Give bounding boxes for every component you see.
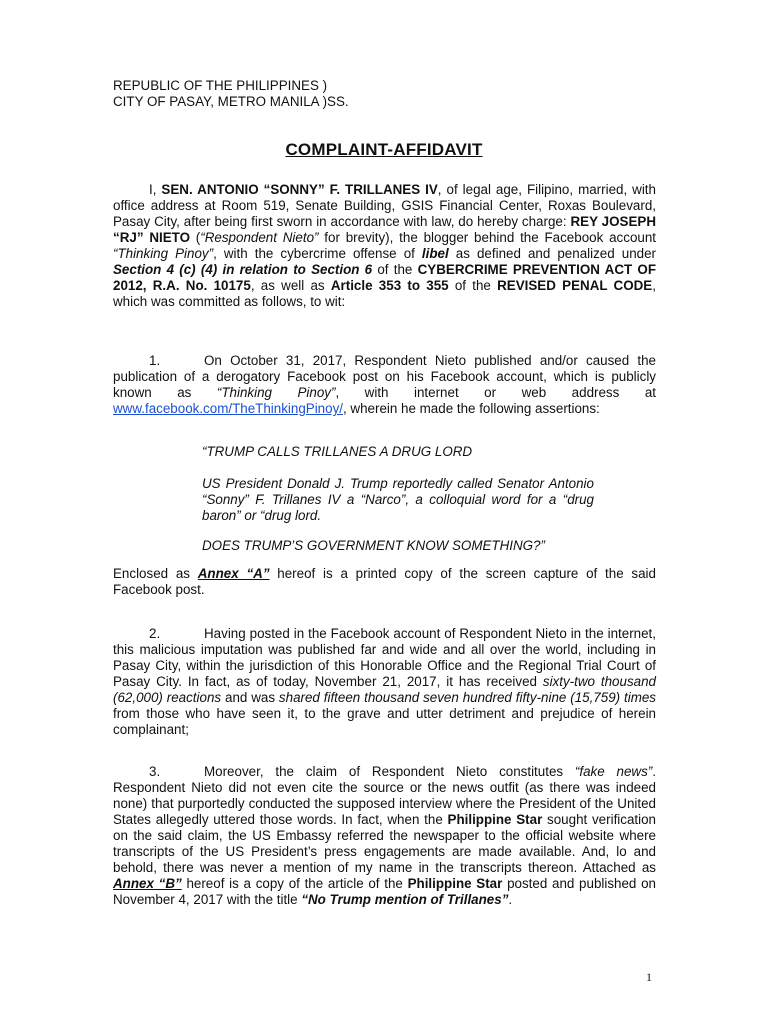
text-italic: “Thinking Pinoy” xyxy=(216,385,336,400)
text: , which was committed as follows, to wit: xyxy=(113,278,656,309)
penal-code: REVISED PENAL CODE xyxy=(497,278,653,293)
text: of the xyxy=(448,278,498,293)
annex-a-label: Annex “A” xyxy=(197,566,270,581)
respondent-name: REY JOSEPH “RJ” NIETO xyxy=(113,214,656,245)
legal-section: Section 4 (c) (4) in relation to Section 6 xyxy=(113,262,373,277)
text: Having posted in the Facebook account of Respondent Nieto in the internet, this malicious imputation was published far and wide and all over the world, including in Pasay City, within the jurisdiction of this Honorable Office and the Regional Trial Court of Pasay City. In fact, as of today, November 21, 2017, it has received xyxy=(113,626,656,689)
text-italic: “Respondent Nieto” xyxy=(200,230,319,245)
text: for brevity), the blogger behind the Facebook account xyxy=(318,230,657,245)
text-italic: “fake news” xyxy=(574,764,653,779)
text: from those who have seen it, to the grave and utter detriment and prejudice of herein complainant; xyxy=(113,706,656,737)
text: posted and published on November 4, 2017 with the title xyxy=(113,876,656,907)
text-italic: sixty-two thousand (62,000) reactions xyxy=(113,674,656,705)
text: ( xyxy=(190,230,201,245)
text: . Respondent Nieto did not even cite the source or the news outfit (as there was indeed none) that purportedly conducted the supposed interview where the President of the United States allegedly uttered those words. In fact, when the xyxy=(113,764,656,827)
text-italic: shared fifteen thousand seven hundred fifty-nine (15,759) times xyxy=(278,690,656,705)
venue-line-1: REPUBLIC OF THE PHILIPPINES ) xyxy=(113,78,328,93)
annex-b-label: Annex “B” xyxy=(113,876,182,891)
text: , of legal age, Filipino, married, with office address at Room 519, Senate Building, GSIS Financial Center, Roxas Boulevard, Pasay City, after being first sworn in accordance with law, do hereby charge: xyxy=(113,182,656,229)
paragraph-number: 2. xyxy=(149,626,161,641)
text: , as well as xyxy=(250,278,331,293)
complainant-name: SEN. ANTONIO “SONNY” F. TRILLANES IV xyxy=(161,182,438,197)
paragraph-3 xyxy=(113,764,656,908)
intro-paragraph xyxy=(113,182,656,310)
text: sought verification on the said claim, the US Embassy referred the newspaper to the official website where transcripts of the US President’s press engagements are made available. And, lo and behold, there was never a mention of my name in the transcripts thereon. Attached as xyxy=(113,812,656,875)
text-italic: “Thinking Pinoy” xyxy=(113,246,214,261)
venue-header xyxy=(113,78,349,110)
text: , with internet or web address at xyxy=(335,385,657,400)
text: I, xyxy=(149,182,162,197)
paragraph-2 xyxy=(113,626,656,738)
text: . xyxy=(508,892,513,907)
document-title: COMPLAINT-AFFIDAVIT xyxy=(285,140,483,159)
text: Enclosed as xyxy=(113,566,198,581)
text: Moreover, the claim of Respondent Nieto constitutes xyxy=(204,764,575,779)
text: hereof is a printed copy of the screen capture of the said Facebook post. xyxy=(113,566,656,597)
paragraph-number: 3. xyxy=(149,764,161,779)
law-name: CYBERCRIME PREVENTION ACT OF 2012, R.A. No. 10175 xyxy=(113,262,656,293)
text: , with the cybercrime offense of xyxy=(213,246,422,261)
text: , wherein he made the following assertions: xyxy=(342,401,600,416)
annex-a-paragraph xyxy=(113,566,656,598)
text: as defined and penalized under xyxy=(448,246,656,261)
articles: Article 353 to 355 xyxy=(330,278,449,293)
paragraph-number: 1. xyxy=(149,353,161,368)
quote-line-2: US President Donald J. Trump reportedly called Senator Antonio “Sonny” F. Trillanes IV a “Narco”, a colloquial word for a “drug baron” or “drug lord. xyxy=(202,476,594,523)
newspaper-name: Philippine Star xyxy=(407,876,503,891)
venue-line-2: CITY OF PASAY, METRO MANILA )SS. xyxy=(113,94,349,109)
text: On October 31, 2017, Respondent Nieto published and/or caused the publication of a derogatory Facebook post on his Facebook account, which is publicly known as xyxy=(113,353,656,400)
facebook-link[interactable]: www.facebook.com/TheThinkingPinoy/ xyxy=(113,401,343,416)
page-number: 1 xyxy=(646,970,652,984)
text: hereof is a copy of the article of the xyxy=(181,876,408,891)
offense: libel xyxy=(421,246,449,261)
quote-line-1: “TRUMP CALLS TRILLANES A DRUG LORD xyxy=(202,444,473,459)
newspaper-name: Philippine Star xyxy=(447,812,543,827)
text: of the xyxy=(372,262,418,277)
paragraph-1 xyxy=(113,353,656,417)
article-title: “No Trump mention of Trillanes” xyxy=(301,892,509,907)
text: and was xyxy=(221,690,279,705)
quote-line-3: DOES TRUMP’S GOVERNMENT KNOW SOMETHING?” xyxy=(202,538,545,553)
